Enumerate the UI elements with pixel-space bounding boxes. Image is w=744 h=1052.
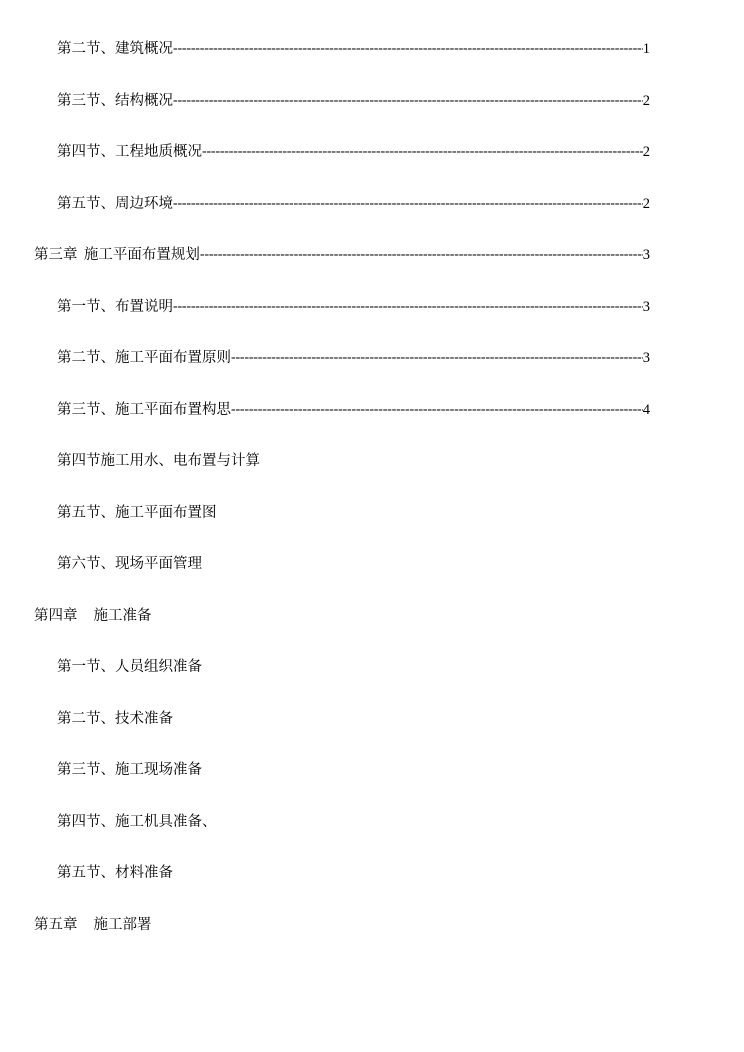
toc-page-number: 1 [642,41,650,57]
toc-entry [57,193,650,215]
toc-page-number: 2 [642,93,650,109]
toc-entry [57,296,650,318]
toc-page-number: 2 [642,196,650,212]
toc-entry [57,399,650,421]
toc-dot-leader [231,399,643,421]
toc-page-number: 3 [642,350,650,366]
toc-chapter-title: 施工部署 [93,917,152,933]
toc-chapter-number: 第五章 [34,917,78,933]
toc-entry [57,553,650,575]
toc-entry-label: 第五节、施工平面布置图 [57,505,217,521]
toc-entry [57,450,650,472]
toc-chapter-entry [34,244,650,266]
toc-page-number: 2 [642,144,650,160]
toc-entry-label: 第三节、结构概况 [57,93,173,109]
toc-entry-label: 第二节、技术准备 [57,711,173,727]
toc-entry-label: 第二节、建筑概况 [57,41,173,57]
toc-entry-label: 第三节、施工现场准备 [57,762,202,778]
toc-dot-leader [202,141,643,163]
toc-entry [57,38,650,60]
toc-entry [57,656,650,678]
toc-entry [57,141,650,163]
toc-entry [57,708,650,730]
toc-page-number: 3 [642,247,650,263]
toc-page-number: 3 [642,299,650,315]
toc-dot-leader [173,296,643,318]
toc-dot-leader [173,38,643,60]
toc-entry [57,811,650,833]
toc-entry-label: 第一节、布置说明 [57,299,173,315]
toc-entry [57,862,650,884]
toc-entry-label: 第五节、材料准备 [57,865,173,881]
toc-page-number: 4 [642,402,650,418]
toc-chapter-number: 第四章 [34,608,78,624]
toc-chapter-title: 施工平面布置规划 [83,247,200,263]
toc-entry-label: 第三节、施工平面布置构思 [57,402,231,418]
toc-entry-label: 第一节、人员组织准备 [57,659,202,675]
toc-chapter-entry [34,914,650,936]
toc-dot-leader [173,193,643,215]
toc-entry-label: 第六节、现场平面管理 [57,556,202,572]
toc-chapter-number: 第三章 [34,247,78,263]
toc-entry [57,90,650,112]
toc-entry-label: 第四节、工程地质概况 [57,144,202,160]
toc-entry-label: 第二节、施工平面布置原则 [57,350,231,366]
toc-dot-leader [173,90,643,112]
toc-entry [57,347,650,369]
toc-entry-label: 第四节施工用水、电布置与计算 [57,453,260,469]
toc-entry-label: 第四节、施工机具准备、 [57,814,217,830]
toc-dot-leader [231,347,643,369]
toc-entry [57,502,650,524]
toc-dot-leader [200,244,643,266]
toc-entry-label: 第五节、周边环境 [57,196,173,212]
toc-chapter-entry [34,605,650,627]
toc-chapter-title: 施工准备 [93,608,152,624]
toc-entry [57,759,650,781]
